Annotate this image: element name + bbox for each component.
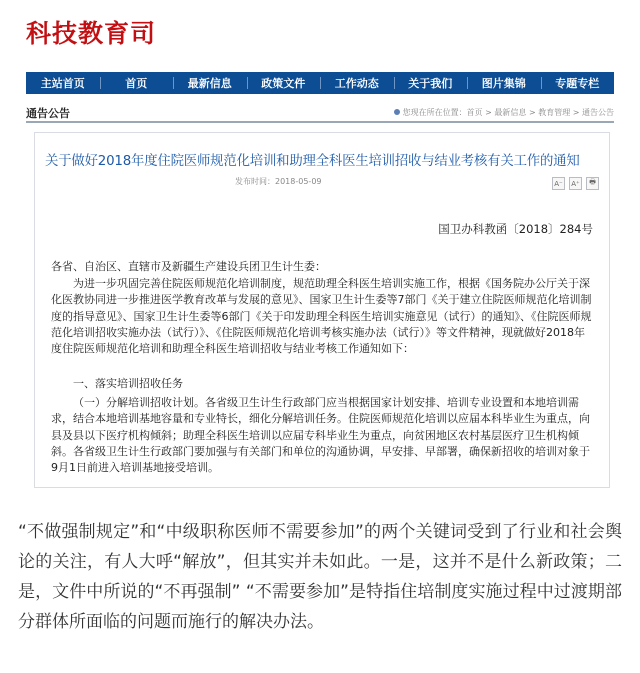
text-tools <box>552 177 599 190</box>
article-paragraph: “不做强制规定”和“中级职称医师不需要参加”的两个关键词受到了行业和社会舆论的关注，有人大呼“解放”，但其实并未如此。一是，这并不是什么新政策；二是，文件中所说的“不再强制” “不需要参加”是特指住培制度实施过程中过渡期部分群体所面临的问题而施行的解决办法。 <box>18 522 622 632</box>
location-icon <box>394 109 400 115</box>
nav-item-policy[interactable]: 政策文件 <box>247 75 321 91</box>
location-prefix: 您现在所在位置： <box>402 108 467 117</box>
addressee: 各省、自治区、直辖市及新疆生产建设兵团卫生计生委： <box>51 260 326 273</box>
main-nav <box>26 72 614 94</box>
section-header <box>26 103 614 123</box>
site-title: 科技教育司 <box>26 19 157 48</box>
section-heading: 一、落实培训招收任务 <box>73 377 183 390</box>
section-label: 通告公告 <box>26 107 70 120</box>
breadcrumb-links[interactable]: 首页 > 最新信息 > 教育管理 > 通告公告 <box>466 108 614 117</box>
site-header <box>0 0 640 70</box>
publish-info <box>235 176 322 187</box>
nav-item-main-home[interactable]: 主站首页 <box>40 77 85 90</box>
nav-item-latest[interactable]: 最新信息 <box>173 75 247 91</box>
document-panel <box>34 132 610 488</box>
publish-date: 2018-05-09 <box>275 177 322 186</box>
nav-item-work[interactable]: 工作动态 <box>320 75 394 91</box>
font-decrease-button[interactable]: A⁻ <box>552 177 565 190</box>
paragraph-intro: 为进一步巩固完善住院医师规范化培训制度，规范助理全科医生培训实施工作，根据《国务院办公厅关于深化医教协同进一步推进医学教育改革与发展的意见》、国家卫生计生委等7部门《关于建立住院医师规范化培训制度的指导意见》、国家卫生计生委等6部门《关于印发助理全科医生培训实施意见（试行）的通知》、《住院医师规范化培训招收实施办法（试行）》、《住院医师规范化培训考核实施办法（试行）》等文件精神，现就做好2018年度住院医师规范化培训和助理全科医生培训招收与结业考核工作通知如下： <box>51 277 592 356</box>
document-title: 关于做好2018年度住院医师规范化培训和助理全科医生培训招收与结业考核有关工作的通知 <box>45 154 580 169</box>
document-number: 国卫办科教函〔2018〕284号 <box>438 222 593 236</box>
nav-item-about[interactable]: 关于我们 <box>394 75 468 91</box>
print-icon[interactable]: 🖶 <box>586 177 599 190</box>
nav-item-home[interactable]: 首页 <box>100 75 174 91</box>
publish-label: 发布时间： <box>235 177 275 186</box>
nav-item-gallery[interactable]: 图片集锦 <box>467 75 541 91</box>
font-increase-button[interactable]: A⁺ <box>569 177 582 190</box>
paragraph-plan: （一）分解培训招收计划。各省级卫生计生行政部门应当根据国家计划安排、培训专业设置和本地培训需求，结合本地培训基地容量和专业特长，细化分解培训任务。住院医师规范化培训以应届本科毕业生为重点，向县及县以下医疗机构倾斜；助理全科医生培训以应届专科毕业生为重点，向贫困地区农村基层医疗卫生机构倾斜。各省级卫生计生行政部门要加强与有关部门和单位的沟通协调，早安排、早部署，确保新招收的培训对象于9月1日前进入培训基地接受培训。 <box>51 396 590 475</box>
nav-item-topics[interactable]: 专题专栏 <box>541 75 615 91</box>
breadcrumb <box>394 107 614 118</box>
